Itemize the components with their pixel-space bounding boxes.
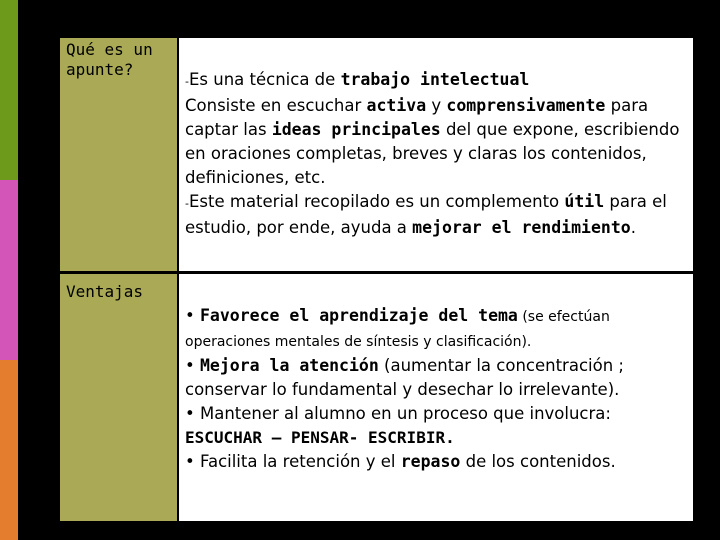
paragraph	[185, 304, 683, 354]
text-run: .	[630, 218, 636, 237]
text-run: •	[185, 356, 200, 375]
text-run: para el estudio, por ende, ayuda a	[185, 192, 667, 237]
text-run: Este material recopilado es un complemento	[188, 192, 565, 211]
paragraph	[185, 402, 683, 450]
paragraph	[185, 190, 683, 240]
emphasis-text: activa	[366, 96, 427, 115]
row-label-cell	[60, 38, 177, 271]
emphasis-text: trabajo intelectual	[340, 70, 530, 89]
row-content-cell	[179, 274, 693, 521]
text-run: •	[185, 306, 200, 325]
emphasis-text: Favorece el aprendizaje del tema	[199, 306, 518, 325]
text-run: -	[185, 197, 189, 210]
text-run: de los contenidos.	[460, 452, 616, 471]
row-label: Qué es un apunte?	[66, 40, 153, 79]
emphasis-text: ESCUCHAR – PENSAR- ESCRIBIR.	[185, 428, 455, 447]
content-table	[60, 38, 693, 521]
paragraph	[185, 94, 683, 190]
paragraph	[185, 450, 683, 474]
paragraph	[185, 68, 683, 94]
accent-stripe-orange	[0, 360, 18, 540]
row-content	[179, 38, 693, 240]
emphasis-text: ideas principales	[271, 120, 441, 139]
accent-stripe-pink	[0, 180, 18, 360]
emphasis-text: repaso	[400, 452, 461, 471]
row-label-cell	[60, 274, 177, 521]
emphasis-text: comprensivamente	[446, 96, 606, 115]
row-label: Ventajas	[66, 282, 144, 301]
text-run: Consiste en escuchar	[185, 96, 367, 115]
text-run: del que expone, escribiendo en oraciones completas, breves y claras los contenidos, definiciones, etc.	[185, 120, 680, 187]
text-run: • Facilita la retención y el	[185, 452, 401, 471]
emphasis-text: Mejora la atención	[199, 356, 379, 375]
row-content-cell	[179, 38, 693, 271]
emphasis-text: útil	[564, 192, 605, 211]
text-run: Es una técnica de	[188, 70, 341, 89]
text-run: -	[185, 75, 189, 88]
text-run: (aumentar la concentración ; conservar lo fundamental y desechar lo irrelevante).	[185, 356, 624, 399]
text-run: • Mantener al alumno en un proceso que involucra:	[185, 404, 611, 423]
row-content	[179, 274, 693, 474]
text-run: y	[426, 96, 447, 115]
paragraph	[185, 354, 683, 402]
text-run: para captar las	[185, 96, 649, 139]
text-run: (se efectúan operaciones mentales de síntesis y clasificación).	[185, 309, 610, 350]
emphasis-text: mejorar el rendimiento	[412, 218, 631, 237]
accent-stripe-green	[0, 0, 18, 180]
